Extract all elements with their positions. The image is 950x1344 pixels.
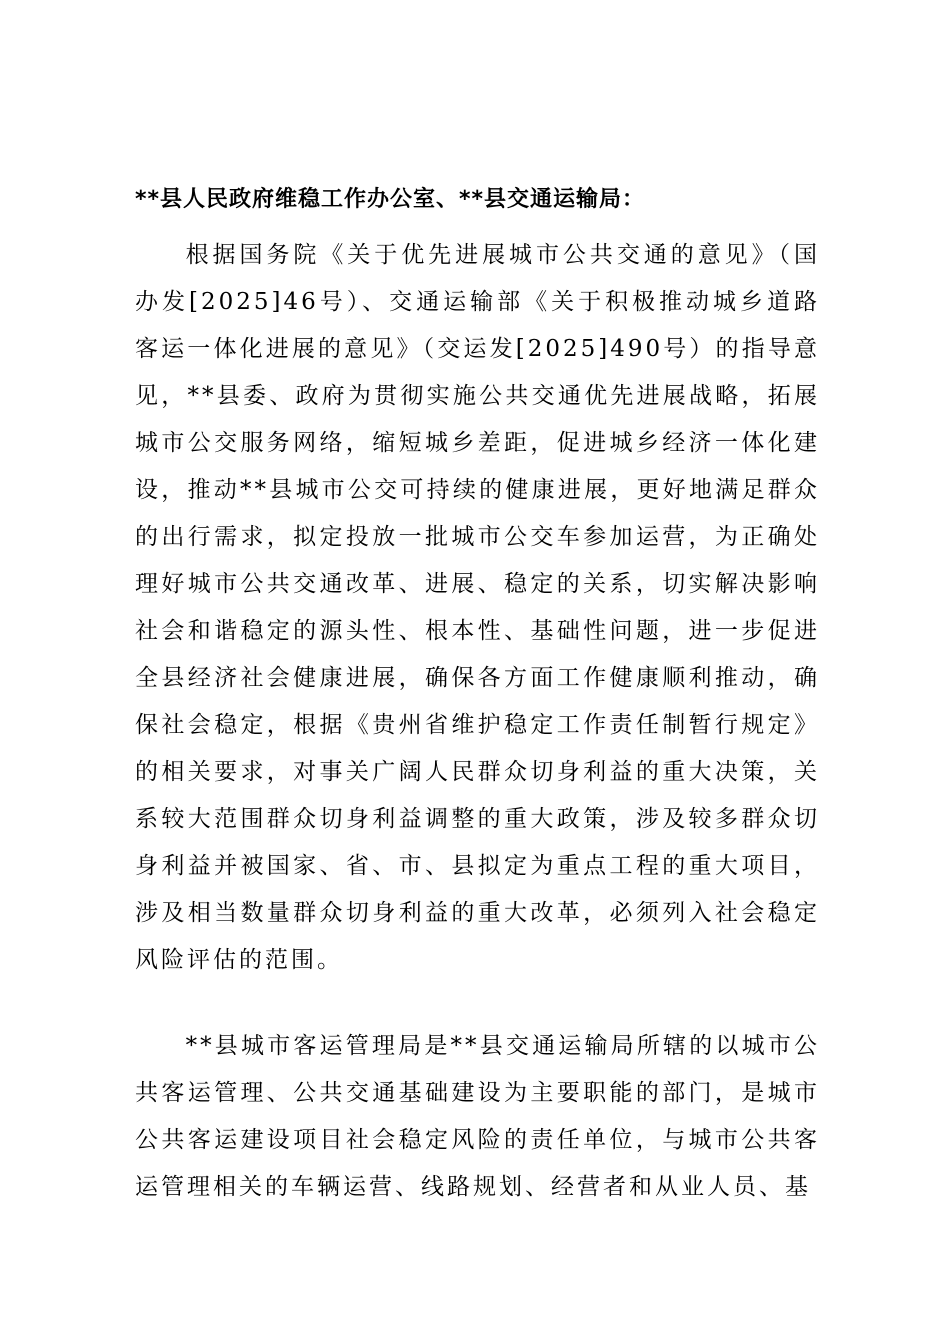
- body-paragraph-2: **县城市客运管理局是**县交通运输局所辖的以城市公共客运管理、公共交通基础建设为主要职能的部门，是城市公共客运建设项目社会稳定风险的责任单位，与城市公共客运管理相关的车辆运营、线路规划、经营者和从业人员、基: [135, 1033, 820, 1200]
- salutation-heading: **县人民政府维稳工作办公室、**县交通运输局：: [135, 187, 646, 212]
- body-paragraph-1: 根据国务院《关于优先进展城市公共交通的意见》（国办发[2025]46号）、交通运输部《关于积极推动城乡道路客运一体化进展的意见》（交运发[2025]490号）的指导意见，**县委、政府为贯彻实施公共交通优先进展战略，拓展城市公交服务网络，缩短城乡差距，促进城乡经济一体化建设，推动**县城市公交可持续的健康进展，更好地满足群众的出行需求，拟定投放一批城市公交车参加运营，为正确处理好城市公共交通改革、进展、稳定的关系，切实解决影响社会和谐稳定的源头性、根本性、基础性问题，进一步促进全县经济社会健康进展，确保各方面工作健康顺利推动，确保社会稳定，根据《贵州省维护稳定工作责任制暂行规定》的相关要求，对事关广阔人民群众切身利益的重大决策，关系较大范围群众切身利益调整的重大政策，涉及较多群众切身利益并被国家、省、市、县拟定为重点工程的重大项目，涉及相当数量群众切身利益的重大改革，必须列入社会稳定风险评估的范围。: [135, 242, 820, 973]
